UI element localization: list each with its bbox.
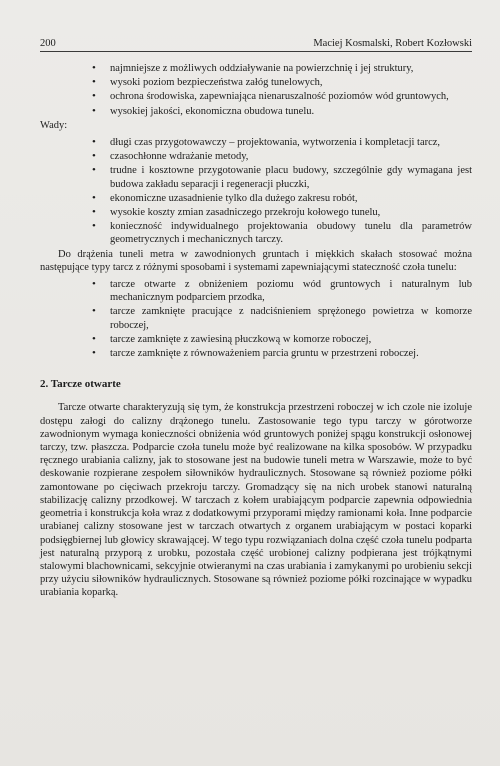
disadvantages-label: Wady:: [40, 119, 68, 131]
list-item: • czasochłonne wdrażanie metody,: [40, 150, 472, 163]
section-heading: 2. Tarcze otwarte: [40, 378, 121, 391]
section-body-paragraph: Tarcze otwarte charakteryzują się tym, że konstrukcja przestrzeni roboczej w ich czole nie izoluje dostępu załogi do calizny drążonego tunelu. Zastosowanie tego typu tarczy w górotworze zawodnionym wymaga konieczności obniżenia wód gruntowych poniżej spągu konstrukcji osłonowej tarczy, tzw. płaszcza. Podparcie czoła tunelu może być realizowane na kilka sposobów. W przypadku ręcznego urabiania calizny, jak to stosowane jest na budowie tuneli metra w Warszawie, może to być deskowanie rozpierane zespołem siłowników hydraulicznych. Stosowane są również poziome półki zamontowane po cięciwach przekroju tarczy. Gromadzący się na nich urobek stanowi naturalną stabilizację calizny przodkowej. W tarczach z kołem urabiającym podparcie zapewnia odpowiednia geometria i konstrukcja koła wraz z dodatkowymi przyporami między ramionami koła. Inne podparcie urabianej calizny stosowane jest w tarczach otwartych z organem urabiającym w postaci koparki podsięgbiernej lub głowicy skrawającej. W tego typu rozwiązaniach dolna część czoła tunelu podparta jest naturalną przyporą z urobku, pozostała część urobionej calizny podpierana jest trójkątnymi stalowymi blachownicami, sekcyjnie otwieranymi na czas urabiania i zamykanymi po urobieniu sekcji przy użyciu siłowników hydraulicznych. Stosowane są również poziome półki rozcinające w wypadku urabiania koparką.: [40, 402, 472, 599]
advantages-list-continued: [40, 62, 472, 118]
intro-paragraph: Do drążenia tuneli metra w zawodnionych gruntach i miękkich skałach stosować można następujące typy tarcz z różnymi sposobami i systemami zapewniającymi stateczność czoła tunelu:: [40, 248, 472, 273]
list-item: • tarcze zamknięte pracujące z nadciśnieniem sprężonego powietrza w komorze roboczej,: [40, 305, 472, 331]
running-header: [40, 38, 472, 52]
shield-types-list: [40, 278, 472, 360]
header-authors: Maciej Kosmalski, Robert Kozłowski: [313, 38, 472, 49]
page-number: 200: [40, 38, 56, 49]
list-item: • wysoki poziom bezpieczeństwa załóg tunelowych,: [40, 76, 472, 89]
list-item: • długi czas przygotowawczy – projektowania, wytworzenia i kompletacji tarcz,: [40, 136, 472, 149]
list-item: • ochrona środowiska, zapewniająca nienaruszalność poziomów wód gruntowych,: [40, 90, 472, 103]
list-item: • tarcze zamknięte z równoważeniem parcia gruntu w przestrzeni roboczej.: [40, 347, 472, 360]
list-item: • wysokie koszty zmian zasadniczego przekroju kołowego tunelu,: [40, 206, 472, 219]
page-body: [40, 62, 472, 600]
list-item: • ekonomiczne uzasadnienie tylko dla dużego zakresu robót,: [40, 192, 472, 205]
list-item: • najmniejsze z możliwych oddziaływanie na powierzchnię i jej struktury,: [40, 62, 472, 75]
list-item: • trudne i kosztowne przygotowanie placu budowy, szczególnie gdy wymagana jest budowa zakładu separacji i regeneracji płuczki,: [40, 164, 472, 190]
disadvantages-list: [40, 136, 472, 247]
list-item: • tarcze zamknięte z zawiesiną płuczkową w komorze roboczej,: [40, 333, 472, 346]
list-item: • tarcze otwarte z obniżeniem poziomu wód gruntowych i naturalnym lub mechanicznym podparciem przodka,: [40, 278, 472, 304]
list-item: • konieczność indywidualnego projektowania obudowy tunelu dla parametrów geometrycznych i mechanicznych tarczy.: [40, 220, 472, 246]
list-item: • wysokiej jakości, ekonomiczna obudowa tunelu.: [40, 105, 472, 118]
